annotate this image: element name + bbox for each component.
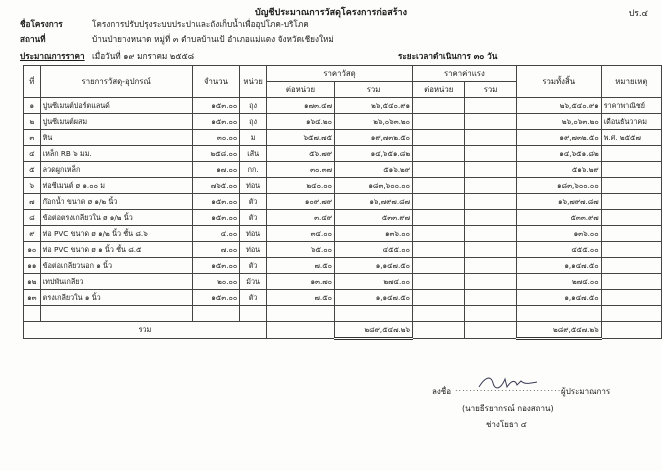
cell-lab-total	[465, 178, 516, 194]
cell-qty: ๔.๐๐	[192, 226, 240, 242]
table-row	[24, 178, 662, 194]
cell-qty: ๒๕๘.๐๐	[192, 146, 240, 162]
cell-note: เดือนธันวาคม	[601, 114, 661, 130]
cell-item: หิน	[40, 130, 192, 146]
cell-lab-total	[465, 274, 516, 290]
cell-note	[601, 146, 661, 162]
cell-grand: ๑๔,๖๕๑.๘๒	[516, 146, 601, 162]
location-value: บ้านป่ายางหนาด หมู่ที่ ๓ ตำบลบ้านเป้ อำเภอแม่แตง จังหวัดเชียงใหม่	[92, 34, 334, 44]
cell-mat-total: ๕๓๓.๙๗	[335, 210, 413, 226]
cell-grand: ๑๖,๗๙๗.๘๗	[516, 194, 601, 210]
duration-label: ระยะเวลาดำเนินการ ๓๐ วัน	[398, 51, 498, 61]
col-labor-header: ราคาค่าแรง	[413, 66, 517, 82]
table-footer-row	[24, 322, 662, 339]
footer-empty	[266, 322, 334, 339]
cell-mat-unit: ๑๗๓.๔๗	[266, 98, 334, 114]
cell-mat-total: ๑๖,๗๙๗.๘๗	[335, 194, 413, 210]
cell-grand: ๑๘๓,๖๐๐.๐๐	[516, 178, 601, 194]
cell-mat-total: ๕๑๖.๒๙	[335, 162, 413, 178]
cell-blank	[40, 306, 192, 322]
cell-lab-total	[465, 226, 516, 242]
cell-lab-unit	[413, 194, 465, 210]
cell-mat-unit: ๖๕.๐๐	[266, 242, 334, 258]
cell-mat-unit: ๓.๔๙	[266, 210, 334, 226]
cell-grand: ๑,๑๔๗.๕๐	[516, 258, 601, 274]
cell-qty: ๑๗.๐๐	[192, 162, 240, 178]
cell-mat-unit: ๑๖๔.๒๐	[266, 114, 334, 130]
table-row	[24, 130, 662, 146]
form-code: ปร.๔	[628, 9, 648, 19]
col-mat-total-header: รวม	[335, 82, 413, 98]
table-row	[24, 162, 662, 178]
cell-item: ปูนซีเมนต์ผสม	[40, 114, 192, 130]
cell-unit: ท่อน	[240, 178, 267, 194]
col-mat-unit-header: ต่อหน่วย	[266, 82, 334, 98]
cell-item: เทปพันเกลียว	[40, 274, 192, 290]
cell-mat-unit: ๗.๕๐	[266, 258, 334, 274]
cell-lab-unit	[413, 162, 465, 178]
cell-mat-unit: ๒๔๐.๐๐	[266, 178, 334, 194]
cell-lab-total	[465, 194, 516, 210]
cell-lab-unit	[413, 178, 465, 194]
cell-mat-unit: ๗.๕๐	[266, 290, 334, 306]
cell-grand: ๒๖,๐๖๓.๒๐	[516, 114, 601, 130]
document-title: บัญชีประมาณการวัสดุโครงการก่อสร้าง	[255, 8, 407, 18]
cell-qty: ๑๕๓.๐๐	[192, 290, 240, 306]
cell-note: ราคาพาณิชย์	[601, 98, 661, 114]
cell-mat-unit: ๕๖.๗๙	[266, 146, 334, 162]
cell-lab-total	[465, 98, 516, 114]
cell-qty: ๗.๐๐	[192, 242, 240, 258]
col-unit-header: หน่วย	[240, 66, 267, 98]
cell-no: ๑๑	[24, 258, 41, 274]
cell-mat-total: ๑,๑๔๗.๕๐	[335, 290, 413, 306]
cell-lab-unit	[413, 114, 465, 130]
cell-mat-unit: ๓๐.๓๗	[266, 162, 334, 178]
cell-no: ๓	[24, 130, 41, 146]
cell-lab-total	[465, 242, 516, 258]
cell-grand: ๕๓๓.๙๗	[516, 210, 601, 226]
cell-lab-unit	[413, 130, 465, 146]
signature-line: ...............................	[455, 384, 565, 393]
table-row	[24, 194, 662, 210]
cell-qty: ๑๕๓.๐๐	[192, 210, 240, 226]
cell-mat-total: ๑๔,๖๕๑.๘๒	[335, 146, 413, 162]
cell-note	[601, 242, 661, 258]
cell-item: ท่อ PVC ขนาด ø ๑/๒ นิ้ว ชั้น ๘.๖	[40, 226, 192, 242]
estimator-position: ช่างโยธา ๔	[486, 420, 527, 429]
cell-blank	[266, 306, 334, 322]
cell-blank	[413, 306, 465, 322]
cell-unit: กก.	[240, 162, 267, 178]
estimator-value: เมื่อวันที่ ๑๙ มกราคม ๒๕๕๘	[92, 51, 195, 61]
table-row	[24, 146, 662, 162]
cell-mat-unit: ๓๔.๐๐	[266, 226, 334, 242]
cell-no: ๕	[24, 162, 41, 178]
footer-mat-total: ๒๘๙,๕๔๗.๒๖	[335, 322, 413, 339]
cell-lab-unit	[413, 210, 465, 226]
cell-grand: ๒๖,๕๔๐.๙๑	[516, 98, 601, 114]
table-row	[24, 226, 662, 242]
cell-lab-unit	[413, 290, 465, 306]
cell-item: ข้อต่อเกลียวนอก ๑ นิ้ว	[40, 258, 192, 274]
cell-unit: ตัว	[240, 210, 267, 226]
cell-grand: ๒๗๔.๐๐	[516, 274, 601, 290]
cell-unit: ม้วน	[240, 274, 267, 290]
cell-qty: ๑๕๓.๐๐	[192, 98, 240, 114]
table-row	[24, 210, 662, 226]
col-lab-total-header: รวม	[465, 82, 516, 98]
cell-lab-unit	[413, 274, 465, 290]
table-row	[24, 98, 662, 114]
cell-item: ข้อต่อตรงเกลียวใน ø ๑/๒ นิ้ว	[40, 210, 192, 226]
cell-item: ท่อ PVC ขนาด ø ๑ นิ้ว ชั้น ๘.๕	[40, 242, 192, 258]
col-note-header: หมายเหตุ	[601, 66, 661, 98]
table-row	[24, 290, 662, 306]
cell-unit: ตัว	[240, 258, 267, 274]
table-row	[24, 274, 662, 290]
cell-mat-unit: ๑๐๙.๗๙	[266, 194, 334, 210]
cell-mat-total: ๑,๑๔๗.๕๐	[335, 258, 413, 274]
cell-qty: ๑๕๓.๐๐	[192, 114, 240, 130]
signature-scribble	[477, 373, 547, 393]
table-row	[24, 242, 662, 258]
cell-no: ๙	[24, 226, 41, 242]
cell-qty: ๓๐.๐๐	[192, 130, 240, 146]
cell-grand: ๑,๑๔๗.๕๐	[516, 290, 601, 306]
cell-mat-unit: ๑๓.๗๐	[266, 274, 334, 290]
project-label: ชื่อโครงการ	[20, 19, 63, 29]
cell-blank	[192, 306, 240, 322]
estimator-name: (นายธีรยากรณ์ กองสถาน)	[462, 404, 554, 413]
cell-lab-unit	[413, 146, 465, 162]
cell-note: พ.ศ. ๒๕๕๗	[601, 130, 661, 146]
cell-lab-unit	[413, 98, 465, 114]
col-material-header: ราคาวัสดุ	[266, 66, 412, 82]
cell-unit: ม	[240, 130, 267, 146]
cell-note	[601, 274, 661, 290]
cell-item: ลวดผูกเหล็ก	[40, 162, 192, 178]
cell-note	[601, 226, 661, 242]
cell-qty: ๒๐.๐๐	[192, 274, 240, 290]
cell-no: ๘	[24, 210, 41, 226]
footer-grand: ๒๘๙,๕๔๗.๒๖	[516, 322, 601, 339]
cell-lab-total	[465, 210, 516, 226]
cell-unit: ถุง	[240, 98, 267, 114]
cell-note	[601, 258, 661, 274]
col-lab-unit-header: ต่อหน่วย	[413, 82, 465, 98]
cell-no: ๑	[24, 98, 41, 114]
table-row	[24, 114, 662, 130]
cell-no: ๖	[24, 178, 41, 194]
cell-note	[601, 290, 661, 306]
cell-grand: ๔๕๕.๐๐	[516, 242, 601, 258]
cell-no: ๑๐	[24, 242, 41, 258]
cell-grand: ๕๑๖.๒๙	[516, 162, 601, 178]
cell-no: ๔	[24, 146, 41, 162]
footer-empty	[601, 322, 661, 339]
location-label: สถานที่	[20, 34, 46, 44]
signature-prefix: ลงชื่อ	[432, 387, 452, 396]
cell-unit: ท่อน	[240, 242, 267, 258]
footer-empty	[413, 322, 465, 339]
cell-lab-total	[465, 114, 516, 130]
project-value: โครงการปรับปรุงระบบประปาและถังเก็บน้ำเพื่ออุปโภค-บริโภค	[92, 19, 309, 29]
cell-blank	[465, 306, 516, 322]
table-row	[24, 258, 662, 274]
cell-qty: ๗๖๕.๐๐	[192, 178, 240, 194]
cell-item: ตรงเกลียวใน ๑ นิ้ว	[40, 290, 192, 306]
cell-note	[601, 194, 661, 210]
cell-item: เหล็ก RB ๖ มม.	[40, 146, 192, 162]
cell-note	[601, 178, 661, 194]
cell-blank	[240, 306, 267, 322]
cell-qty: ๑๕๓.๐๐	[192, 194, 240, 210]
cell-mat-total: ๒๗๔.๐๐	[335, 274, 413, 290]
cell-no: ๑๓	[24, 290, 41, 306]
cell-mat-unit: ๖๕๗.๗๕	[266, 130, 334, 146]
signature-suffix: ผู้ประมาณการ	[561, 387, 611, 396]
cell-item: ท่อซีเมนต์ ø ๑.๐๐ ม	[40, 178, 192, 194]
table-row-blank	[24, 306, 662, 322]
cell-grand: ๑๙,๗๓๒.๕๐	[516, 130, 601, 146]
footer-label: รวม	[24, 322, 267, 339]
cell-mat-total: ๒๖,๐๖๓.๒๐	[335, 114, 413, 130]
cell-unit: ถุง	[240, 114, 267, 130]
cell-unit: ตัว	[240, 290, 267, 306]
cell-mat-total: ๑๘๓,๖๐๐.๐๐	[335, 178, 413, 194]
col-grand-header: รวมทั้งสิ้น	[516, 66, 601, 98]
cell-no: ๒	[24, 114, 41, 130]
col-qty-header: จำนวน	[192, 66, 240, 98]
col-item-header: รายการวัสดุ-อุปกรณ์	[40, 66, 192, 98]
cell-blank	[24, 306, 41, 322]
estimator-label: ประมาณการราคา	[20, 51, 85, 61]
cell-no: ๑๒	[24, 274, 41, 290]
cell-mat-total: ๒๖,๕๔๐.๙๑	[335, 98, 413, 114]
cell-mat-total: ๑๓๖.๐๐	[335, 226, 413, 242]
cell-unit: ท่อน	[240, 226, 267, 242]
cell-blank	[601, 306, 661, 322]
cell-no: ๗	[24, 194, 41, 210]
cell-item: ก๊อกน้ำ ขนาด ø ๑/๒ นิ้ว	[40, 194, 192, 210]
cell-blank	[335, 306, 413, 322]
cell-note	[601, 210, 661, 226]
cell-lab-unit	[413, 258, 465, 274]
cell-lab-total	[465, 130, 516, 146]
cell-lab-unit	[413, 226, 465, 242]
cell-blank	[516, 306, 601, 322]
cell-note	[601, 162, 661, 178]
cell-qty: ๑๕๓.๐๐	[192, 258, 240, 274]
cell-unit: ตัว	[240, 194, 267, 210]
cell-mat-total: ๑๙,๗๓๒.๕๐	[335, 130, 413, 146]
cell-grand: ๑๓๖.๐๐	[516, 226, 601, 242]
cell-unit: เส้น	[240, 146, 267, 162]
footer-empty	[465, 322, 516, 339]
col-no-header: ที่	[24, 66, 41, 98]
cell-lab-total	[465, 290, 516, 306]
cell-lab-total	[465, 162, 516, 178]
cell-mat-total: ๔๕๕.๐๐	[335, 242, 413, 258]
cell-lab-unit	[413, 242, 465, 258]
materials-table	[23, 65, 662, 340]
cell-item: ปูนซีเมนต์ปอร์ตแลนด์	[40, 98, 192, 114]
cell-lab-total	[465, 146, 516, 162]
cell-lab-total	[465, 258, 516, 274]
